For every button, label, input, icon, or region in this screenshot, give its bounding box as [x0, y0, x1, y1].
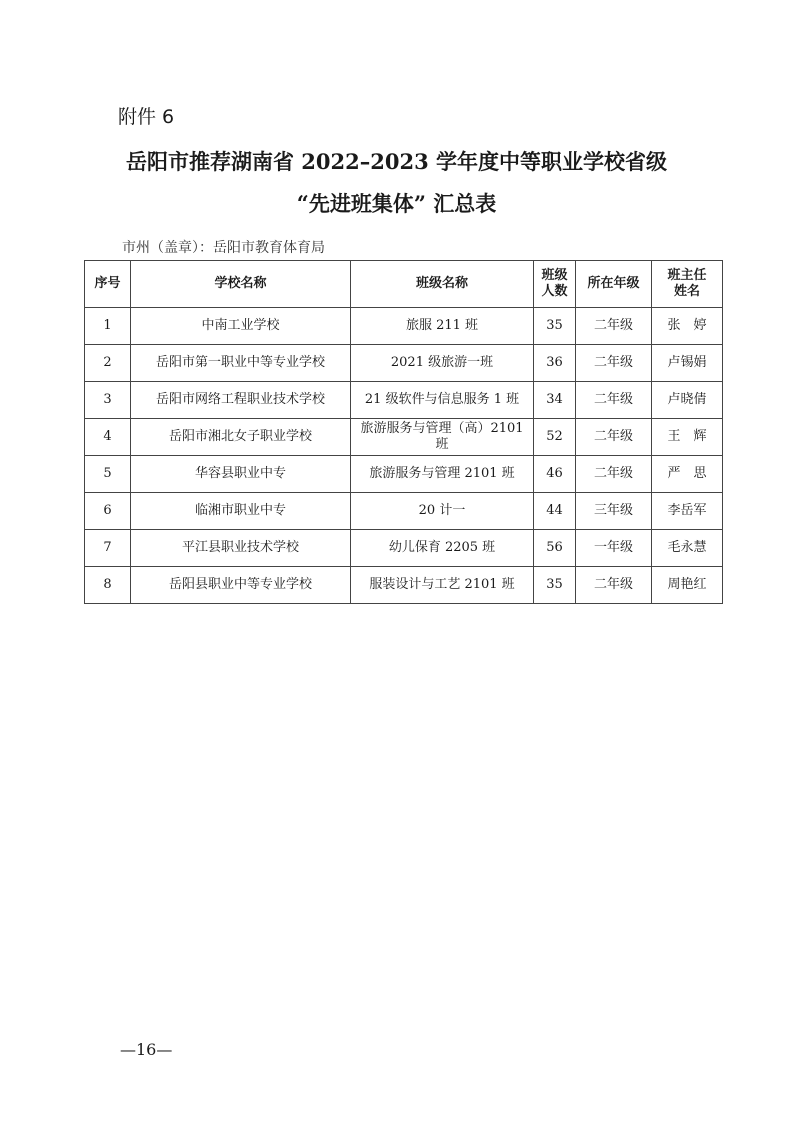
cell-no: 6 — [85, 493, 131, 530]
cell-class: 21 级软件与信息服务 1 班 — [351, 382, 534, 419]
header-grade: 所在年级 — [576, 261, 652, 308]
cell-grade: 二年级 — [576, 345, 652, 382]
cell-teacher: 周艳红 — [652, 567, 723, 604]
table-row — [85, 382, 723, 419]
cell-class: 服装设计与工艺 2101 班 — [351, 567, 534, 604]
cell-count: 46 — [534, 456, 576, 493]
cell-teacher: 张 婷 — [652, 308, 723, 345]
cell-no: 5 — [85, 456, 131, 493]
cell-count: 35 — [534, 308, 576, 345]
unit-stamp-label: 市州（盖章）：岳阳市教育体育局 — [122, 240, 325, 256]
cell-no: 8 — [85, 567, 131, 604]
cell-count: 56 — [534, 530, 576, 567]
cell-teacher: 李岳军 — [652, 493, 723, 530]
header-teacher — [652, 261, 723, 308]
header-class: 班级名称 — [351, 261, 534, 308]
summary-table — [84, 260, 723, 604]
header-count-line2: 人数 — [541, 284, 568, 299]
cell-grade: 三年级 — [576, 493, 652, 530]
table-row — [85, 345, 723, 382]
cell-class: 旅游服务与管理 2101 班 — [351, 456, 534, 493]
cell-school: 岳阳市网络工程职业技术学校 — [131, 382, 351, 419]
cell-school: 中南工业学校 — [131, 308, 351, 345]
table-header-row — [85, 261, 723, 308]
cell-teacher: 王 辉 — [652, 419, 723, 456]
document-title-line2: “先进班集体” 汇总表 — [296, 191, 497, 216]
cell-class: 旅游服务与管理（高）2101 班 — [351, 419, 534, 456]
cell-teacher: 严 思 — [652, 456, 723, 493]
cell-teacher: 毛永慧 — [652, 530, 723, 567]
cell-no: 7 — [85, 530, 131, 567]
cell-class: 旅服 211 班 — [351, 308, 534, 345]
cell-grade: 二年级 — [576, 456, 652, 493]
header-teacher-line2: 姓名 — [673, 284, 700, 299]
cell-teacher: 卢晓倩 — [652, 382, 723, 419]
header-teacher-line1: 班主任 — [667, 268, 707, 283]
cell-count: 36 — [534, 345, 576, 382]
cell-teacher: 卢锡娟 — [652, 345, 723, 382]
cell-no: 4 — [85, 419, 131, 456]
header-count-line1: 班级 — [541, 268, 568, 283]
header-school: 学校名称 — [131, 261, 351, 308]
cell-grade: 二年级 — [576, 567, 652, 604]
cell-school: 岳阳县职业中等专业学校 — [131, 567, 351, 604]
cell-grade: 一年级 — [576, 530, 652, 567]
cell-class: 幼儿保育 2205 班 — [351, 530, 534, 567]
cell-grade: 二年级 — [576, 419, 652, 456]
table-row — [85, 456, 723, 493]
attachment-label: 附件 6 — [118, 106, 175, 128]
cell-grade: 二年级 — [576, 382, 652, 419]
cell-school: 华容县职业中专 — [131, 456, 351, 493]
cell-class: 2021 级旅游一班 — [351, 345, 534, 382]
cell-school: 岳阳市湘北女子职业学校 — [131, 419, 351, 456]
table-row — [85, 493, 723, 530]
cell-count: 52 — [534, 419, 576, 456]
table-row — [85, 530, 723, 567]
cell-school: 临湘市职业中专 — [131, 493, 351, 530]
page-number: —16— — [120, 1040, 173, 1059]
cell-class: 20 计一 — [351, 493, 534, 530]
table-row — [85, 308, 723, 345]
cell-grade: 二年级 — [576, 308, 652, 345]
cell-count: 34 — [534, 382, 576, 419]
cell-school: 岳阳市第一职业中等专业学校 — [131, 345, 351, 382]
cell-no: 2 — [85, 345, 131, 382]
cell-no: 3 — [85, 382, 131, 419]
cell-count: 35 — [534, 567, 576, 604]
table-row — [85, 567, 723, 604]
cell-count: 44 — [534, 493, 576, 530]
header-count — [534, 261, 576, 308]
header-no: 序号 — [85, 261, 131, 308]
cell-no: 1 — [85, 308, 131, 345]
document-title-line1: 岳阳市推荐湖南省 2022–2023 学年度中等职业学校省级 — [125, 149, 667, 174]
table-row — [85, 419, 723, 456]
cell-school: 平江县职业技术学校 — [131, 530, 351, 567]
